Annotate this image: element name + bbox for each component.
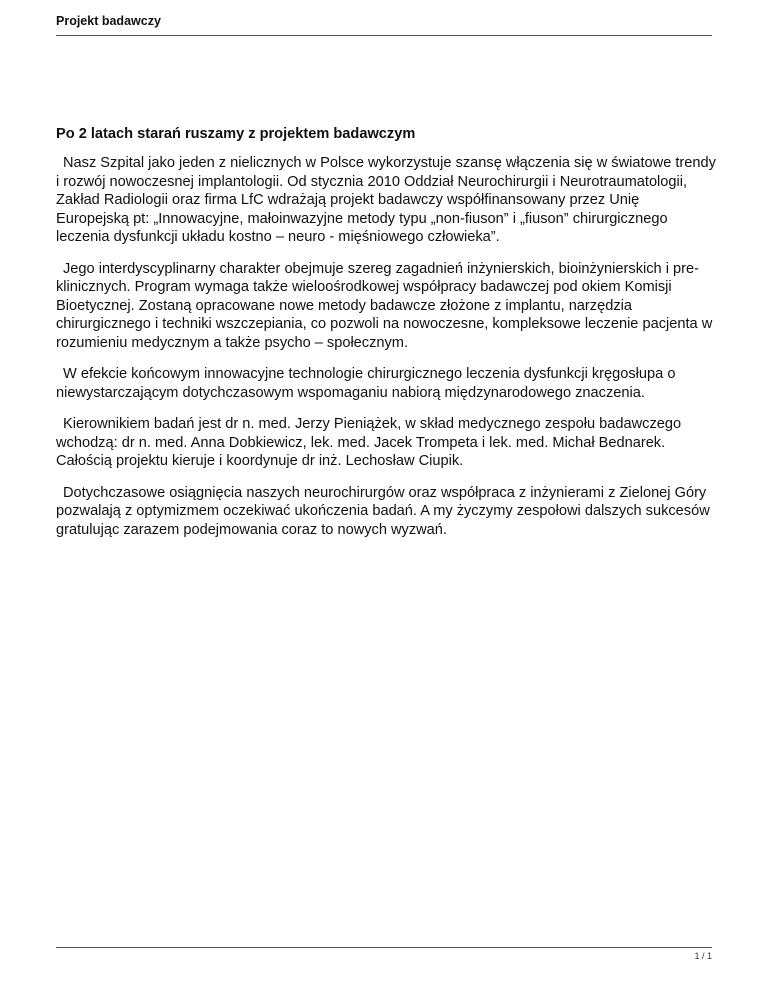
header-title: Projekt badawczy [56, 14, 161, 28]
article-paragraph: W efekcie końcowym innowacyjne technologie chirurgicznego leczenia dysfunkcji kręgosłupa o niewystarczającym dotychczasowym wspomaganiu nabiorą międzynarodowego znaczenia. [56, 366, 676, 401]
page-footer [56, 947, 712, 968]
article-paragraph: Nasz Szpital jako jeden z nielicznych w Polsce wykorzystuje szansę włączenia się w światowe trendy i rozwój nowoczesnej implantologii. Od stycznia 2010 Oddział Neurochirurgii i Neurotraumatologii, Zakład Radiologii oraz firma LfC wdrażają projekt badawczy współfinansowany przez Unię Europejską pt: „Innowacyjne, małoinwazyjne metody typu „non-fiuson” i „fiuson” chirurgicznego leczenia dysfunkcji układu kostno – neuro - mięśniowego człowieka”. [56, 155, 716, 245]
article-title: Po 2 latach starań ruszamy z projektem badawczym [56, 126, 416, 142]
article-body [56, 124, 716, 552]
page-header [56, 13, 712, 36]
article-paragraph: Kierownikiem badań jest dr n. med. Jerzy Pieniążek, w skład medycznego zespołu badawczego wchodzą: dr n. med. Anna Dobkiewicz, lek. med. Jacek Trompeta i lek. med. Michał Bednarek. Całością projektu kieruje i koordynuje dr inż. Lechosław Ciupik. [56, 416, 682, 469]
page-number: 1 / 1 [694, 951, 712, 961]
article-paragraph: Dotychczasowe osiągnięcia naszych neurochirurgów oraz współpraca z inżynierami z Zielonej Góry pozwalają z optymizmem oczekiwać ukończenia badań. A my życzymy zespołowi dalszych sukcesów gratulując zarazem podejmowania coraz to nowych wyzwań. [56, 484, 710, 538]
article-paragraph: Jego interdyscyplinarny charakter obejmuje szereg zagadnień inżynierskich, bioinżynierskich i pre-klinicznych. Program wymaga także wieloośrodkowej współpracy badawczej pod okiem Komisji Bioetycznej. Zostaną opracowane nowe metody badawcze złożone z implantu, narzędzia chirurgicznego i techniki wszczepiania, co pozwoli na nowoczesne, kompleksowe leczenie pacjenta w rozumieniu medycznym a także psycho – społecznym. [56, 260, 713, 351]
